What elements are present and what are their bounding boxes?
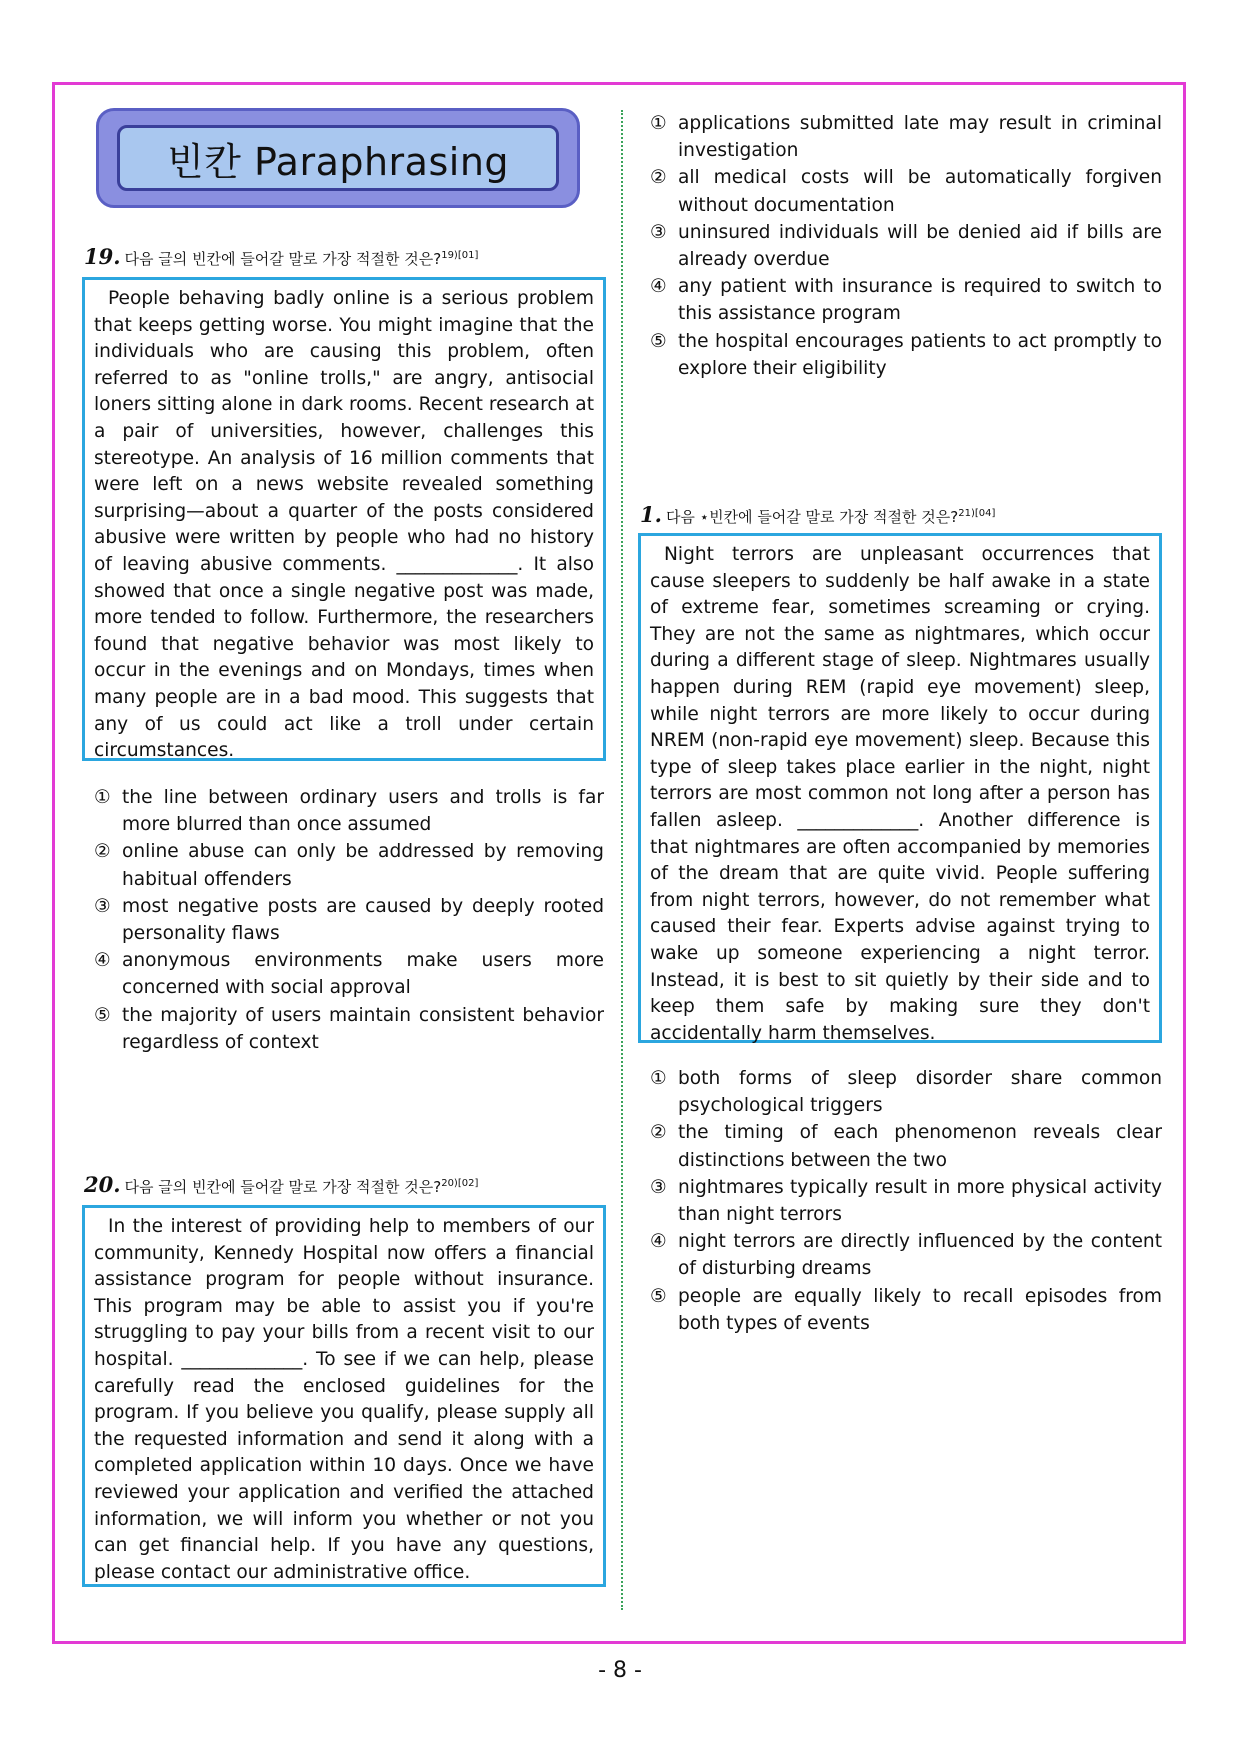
choice-1[interactable]: ① applications submitted late may result in criminal investigation	[650, 113, 1162, 162]
choice-5[interactable]: ⑤ the majority of users maintain consistent behavior regardless of context	[94, 1004, 604, 1053]
choice-1[interactable]: ① both forms of sleep disorder share common psychological triggers	[650, 1068, 1162, 1117]
choice-3[interactable]: ③ uninsured individuals will be denied aid if bills are already overdue	[650, 221, 1162, 271]
question-1-choices	[650, 1065, 1162, 1337]
title-banner-inner	[117, 125, 559, 191]
page-title: 빈칸 Paraphrasing	[166, 139, 510, 184]
choice-2[interactable]: ② online abuse can only be addressed by removing habitual offenders	[94, 841, 604, 890]
question-19-header	[84, 244, 478, 269]
choice-3[interactable]: ③ nightmares typically result in more physical activity than night terrors	[650, 1176, 1162, 1226]
choice-4[interactable]: ④ night terrors are directly influenced by the content of disturbing dreams	[650, 1231, 1162, 1280]
title-banner	[96, 108, 580, 208]
choice-5[interactable]: ⑤ people are equally likely to recall episodes from both types of events	[650, 1285, 1162, 1334]
choice-4[interactable]: ④ any patient with insurance is required to switch to this assistance program	[650, 276, 1162, 325]
choice-3[interactable]: ③ most negative posts are caused by deeply rooted personality flaws	[94, 895, 604, 945]
question-20-passage: In the interest of providing help to members of our community, Kennedy Hospital now offers a financial assistance program for people without insurance. This program may be able to assist you if you're struggling to pay your bills from a recent visit to our hospital. _____________. To see if we can help, please carefully read the enclosed guidelines for the program. If you believe you qualify, please supply all the requested information and send it along with a completed application within 10 days. Once we have reviewed your application and verified the attached information, we will inform you whether or not you can get financial help. If you have any questions, please contact our administrative office.	[82, 1205, 606, 1587]
question-number: 19.	[84, 244, 121, 269]
question-prompt: 다음 글의 빈칸에 들어갈 말로 가장 적절한 것은?	[124, 250, 442, 268]
question-1-header	[640, 502, 995, 527]
choice-4[interactable]: ④ anonymous environments make users more concerned with social approval	[94, 950, 604, 999]
question-ref: 21)[04]	[958, 508, 996, 519]
question-number: 20.	[84, 1172, 121, 1197]
question-20-header	[84, 1172, 478, 1197]
choice-5[interactable]: ⑤ the hospital encourages patients to act promptly to explore their eligibility	[650, 330, 1162, 379]
question-1-passage: Night terrors are unpleasant occurrences that cause sleepers to suddenly be half awake in a state of extreme fear, sometimes screaming or crying. They are not the same as nightmares, which occur during a different stage of sleep. Nightmares usually happen during REM (rapid eye movement) sleep, while night terrors are more likely to occur during NREM (non-rapid eye movement) sleep. Because this type of sleep takes place earlier in the night, night terrors are most common not long after a person has fallen asleep. _____________. Another difference is that nightmares are often accompanied by memories of the dream that are quite vivid. People suffering from night terrors, however, do not remember what caused their fear. Experts advise against trying to wake up someone experiencing a night terror. Instead, it is best to sit quietly by their side and to keep them safe by making sure they don't accidentally harm themselves.	[638, 533, 1162, 1043]
choice-1[interactable]: ① the line between ordinary users and trolls is far more blurred than once assumed	[94, 787, 604, 836]
question-ref: 20)[02]	[441, 1178, 479, 1189]
question-20-choices	[650, 110, 1162, 382]
question-number: 1.	[640, 502, 662, 527]
question-prompt: 다음 글의 빈칸에 들어갈 말로 가장 적절한 것은?	[124, 1178, 442, 1196]
question-19-choices	[94, 784, 604, 1056]
page-number: - 8 -	[598, 1658, 642, 1683]
choice-2[interactable]: ② the timing of each phenomenon reveals clear distinctions between the two	[650, 1122, 1162, 1171]
choice-2[interactable]: ② all medical costs will be automatically forgiven without documentation	[650, 167, 1162, 216]
column-divider	[621, 110, 623, 1610]
question-ref: 19)[01]	[441, 250, 479, 261]
question-19-passage: People behaving badly online is a serious problem that keeps getting worse. You might imagine that the individuals who are causing this problem, often referred to as "online trolls," are angry, antisocial loners sitting alone in dark rooms. Recent research at a pair of universities, however, challenges this stereotype. An analysis of 16 million comments that were left on a news website revealed something surprising—about a quarter of the posts considered abusive were written by people who had no history of leaving abusive comments. _____________. It also showed that once a single negative post was made, more tended to follow. Furthermore, the researchers found that negative behavior was most likely to occur in the evenings and on Mondays, times when many people are in a bad mood. This suggests that any of us could act like a troll under certain circumstances.	[82, 277, 606, 761]
question-prompt: 다음 ⋆빈칸에 들어갈 말로 가장 적절한 것은?	[665, 508, 959, 526]
